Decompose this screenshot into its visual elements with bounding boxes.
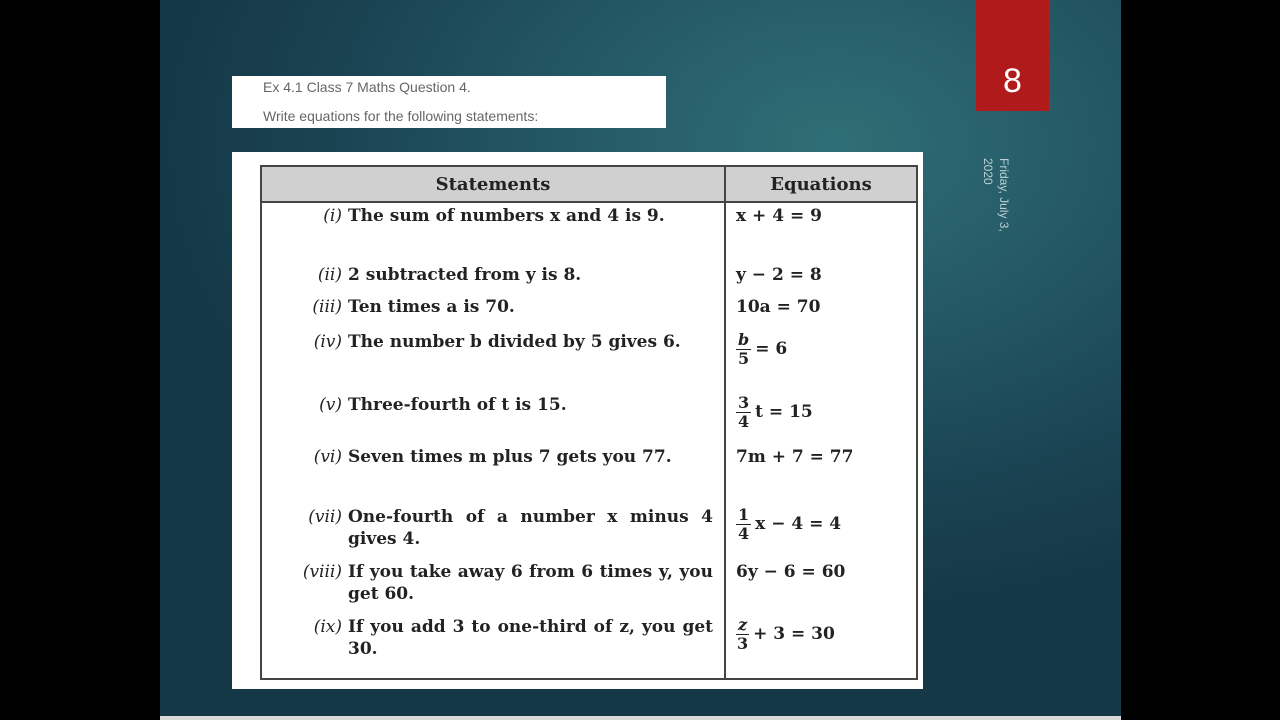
table-row (261, 504, 917, 559)
table-row (261, 614, 917, 679)
fraction (736, 616, 749, 653)
fraction-numerator: z (738, 615, 748, 634)
statement-cell (261, 202, 725, 262)
equation-cell (725, 614, 917, 679)
statement-cell (261, 294, 725, 329)
equation-cell (725, 329, 917, 392)
question-instruction: Write equations for the following statements: (263, 108, 539, 124)
equation-text: y − 2 = 8 (736, 265, 822, 285)
fraction-numerator: b (738, 330, 750, 349)
table-row (261, 444, 917, 504)
equation-text: x + 4 = 9 (736, 206, 822, 226)
row-label: (vi) (313, 447, 342, 467)
equation-text: 6y − 6 = 60 (736, 562, 846, 582)
fraction-numerator: 3 (738, 393, 750, 412)
fraction (736, 331, 751, 368)
row-label: (iv) (313, 332, 342, 352)
equation-cell (725, 294, 917, 329)
row-label: (i) (323, 206, 342, 226)
equation-cell (725, 444, 917, 504)
statement-text: One-fourth of a number x minus 4 gives 4. (348, 507, 713, 549)
equations-table (260, 165, 918, 680)
statement-text: The sum of numbers x and 4 is 9. (348, 206, 665, 226)
table-row (261, 294, 917, 329)
fraction (736, 506, 751, 543)
question-header (232, 76, 666, 128)
row-label: (v) (319, 395, 342, 415)
equation-cell (725, 504, 917, 559)
equation-text: = 6 (755, 339, 788, 359)
fraction-denominator: 4 (738, 412, 750, 431)
fraction-numerator: 1 (738, 505, 750, 524)
statement-cell (261, 329, 725, 392)
row-label: (ix) (313, 617, 342, 637)
statement-cell (261, 444, 725, 504)
row-label: (iii) (312, 297, 342, 317)
statement-cell (261, 262, 725, 294)
table-row (261, 262, 917, 294)
statement-text: If you add 3 to one-third of z, you get 30. (348, 617, 713, 659)
statement-text: If you take away 6 from 6 times y, you get 60. (348, 562, 713, 604)
row-label: (vii) (308, 507, 342, 527)
equation-cell (725, 392, 917, 444)
row-label: (ii) (317, 265, 342, 285)
statement-text: Three-fourth of t is 15. (348, 395, 567, 415)
equation-text: 10a = 70 (736, 297, 821, 317)
statement-text: Ten times a is 70. (348, 297, 515, 317)
equation-text: + 3 = 30 (753, 624, 835, 644)
statement-text: The number b divided by 5 gives 6. (348, 332, 681, 352)
statement-text: Seven times m plus 7 gets you 77. (348, 447, 672, 467)
statement-text: 2 subtracted from y is 8. (348, 265, 582, 285)
equations-table-image (232, 152, 923, 689)
equation-text: x − 4 = 4 (755, 514, 842, 534)
statement-cell (261, 559, 725, 614)
question-title: Ex 4.1 Class 7 Maths Question 4. (263, 79, 471, 95)
fraction-denominator: 4 (738, 524, 750, 543)
table-row (261, 392, 917, 444)
header-equations: Equations (725, 166, 917, 202)
equation-text: t = 15 (755, 402, 813, 422)
fraction-denominator: 3 (736, 634, 749, 653)
slide-date: Friday, July 3, 2020 (981, 158, 1011, 232)
table-row (261, 329, 917, 392)
equation-text: 7m + 7 = 77 (736, 447, 854, 467)
statement-cell (261, 614, 725, 679)
equation-cell (725, 202, 917, 262)
fraction (736, 394, 751, 431)
statement-cell (261, 392, 725, 444)
table-header-row (261, 166, 917, 202)
table-row (261, 202, 917, 262)
slide-bottom-bar (160, 716, 1121, 720)
fraction-denominator: 5 (738, 349, 750, 368)
equation-cell (725, 262, 917, 294)
slide-number: 8 (976, 0, 1049, 111)
statement-cell (261, 504, 725, 559)
table-row (261, 559, 917, 614)
header-statements: Statements (261, 166, 725, 202)
row-label: (viii) (302, 562, 342, 582)
equation-cell (725, 559, 917, 614)
